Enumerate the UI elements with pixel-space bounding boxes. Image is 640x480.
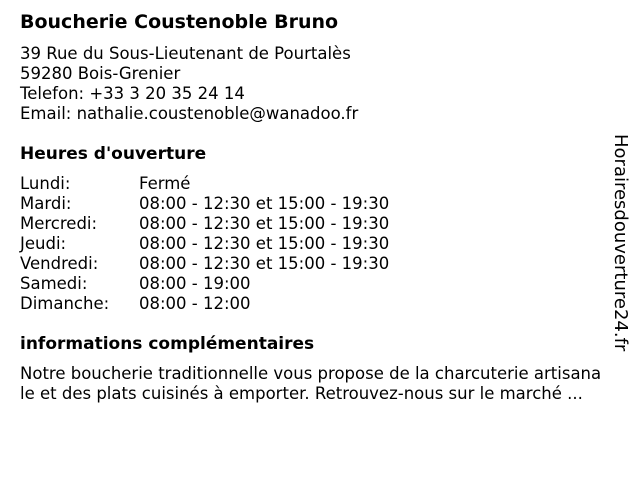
hours-time: 08:00 - 12:30 et 15:00 - 19:30 [139, 254, 390, 273]
email-line: Email: nathalie.coustenoble@wanadoo.fr [20, 104, 359, 123]
hours-day: Lundi: [20, 174, 71, 193]
info-heading: informations complémentaires [20, 334, 315, 354]
hours-heading: Heures d'ouverture [20, 144, 207, 164]
hours-day: Mercredi: [20, 214, 98, 233]
hours-day: Vendredi: [20, 254, 99, 273]
contact-block [20, 44, 358, 124]
address-line-street: 39 Rue du Sous-Lieutenant de Pourtalès [20, 44, 351, 63]
hours-day: Jeudi: [20, 234, 67, 253]
hours-day: Samedi: [20, 274, 88, 293]
info-description [20, 364, 630, 404]
hours-time: 08:00 - 19:00 [139, 274, 251, 293]
address-line-city: 59280 Bois-Grenier [20, 64, 181, 83]
description-line: Notre boucherie traditionnelle vous propose de la charcuterie artisana [20, 364, 602, 383]
hours-day: Dimanche: [20, 294, 110, 313]
description-line: le et des plats cuisinés à emporter. Retrouvez-nous sur le marché ... [20, 384, 583, 403]
hours-time: 08:00 - 12:00 [139, 294, 251, 313]
hours-time: 08:00 - 12:30 et 15:00 - 19:30 [139, 194, 390, 213]
hours-time: Fermé [139, 174, 191, 193]
hours-time: 08:00 - 12:30 et 15:00 - 19:30 [139, 234, 390, 253]
business-name: Boucherie Coustenoble Bruno [20, 11, 339, 33]
hours-time: 08:00 - 12:30 et 15:00 - 19:30 [139, 214, 390, 233]
hours-day: Mardi: [20, 194, 72, 213]
site-watermark: Horairesdouverture24.fr [610, 134, 631, 352]
phone-line: Telefon: +33 3 20 35 24 14 [20, 84, 245, 103]
